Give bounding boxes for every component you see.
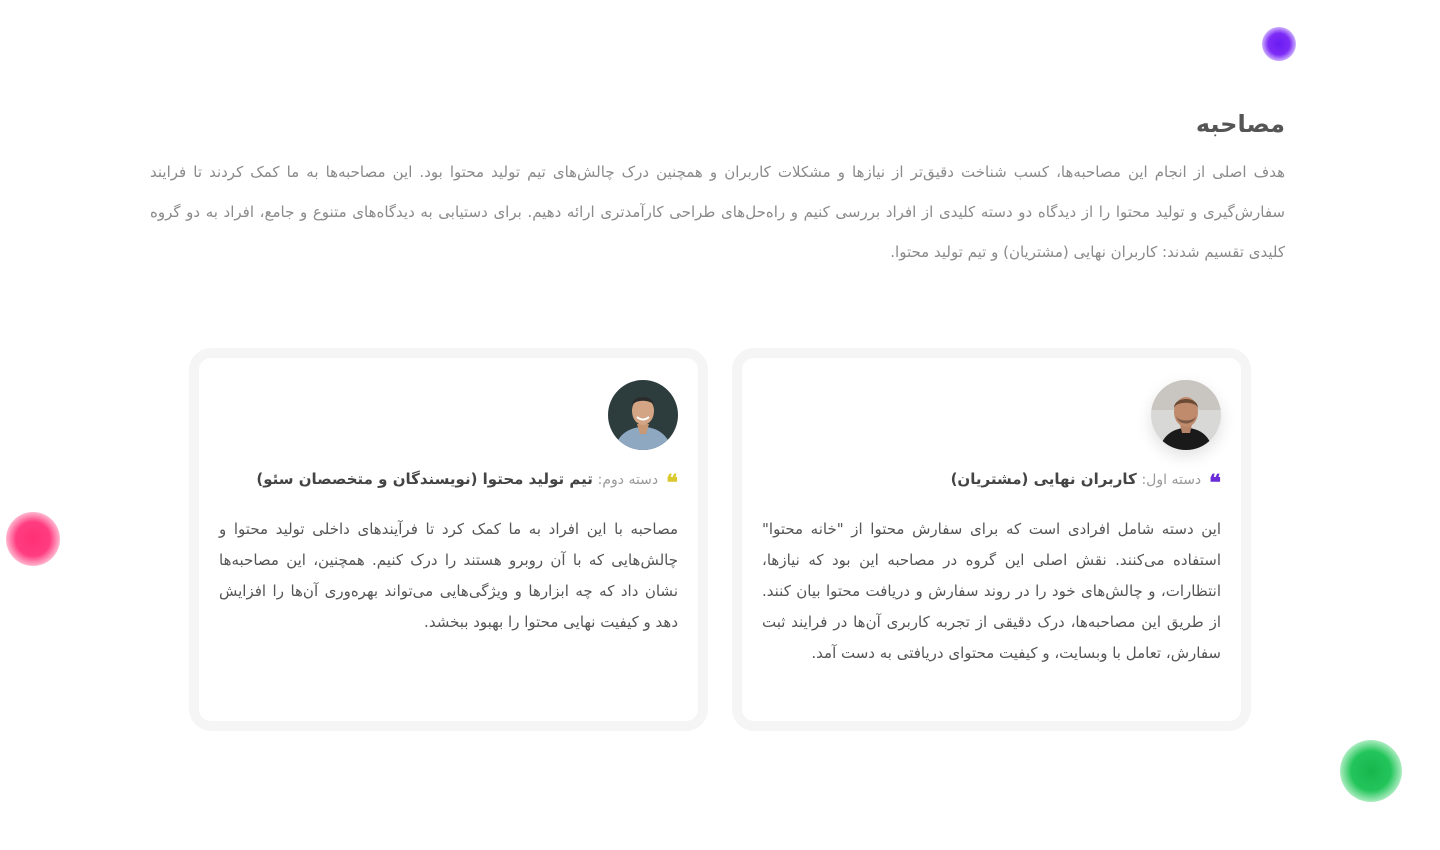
- card-description: این دسته شامل افرادی است که برای سفارش محتوا از "خانه محتوا" استفاده می‌کنند. نقش اصلی این گروه در مصاحبه این بود که نیازها، انتظارات، و چالش‌های خود را در روند سفارش و دریافت محتوا بیان کنند. از طریق این مصاحبه‌ها، درک دقیقی از تجربه کاربری آن‌ها در فرایند ثبت سفارش، تعامل با وبسایت، و کیفیت محتوای دریافتی به دست آمد.: [762, 520, 1221, 662]
- decorative-green-dot: [1340, 740, 1402, 802]
- card-heading: [762, 470, 1221, 496]
- category-title: تیم تولید محتوا (نویسندگان و متخصصان سئو): [256, 470, 593, 488]
- avatar: [1151, 380, 1221, 450]
- interview-intro: [150, 110, 1285, 272]
- category-prefix: دسته دوم:: [597, 472, 659, 488]
- card-heading: [219, 470, 678, 496]
- decorative-pink-dot: [6, 512, 60, 566]
- intro-paragraph: هدف اصلی از انجام این مصاحبه‌ها، کسب شناخت دقیق‌تر از نیازها و مشکلات کاربران و همچنین درک چالش‌های تیم تولید محتوا بود. این مصاحبه‌ها به ما کمک کردند تا فرایند سفارش‌گیری و تولید محتوا را از دیدگاه دو دسته کلیدی از افراد بررسی کنیم و راه‌حل‌های طراحی کارآمدتری ارائه دهیم. برای دستیابی به دیدگاه‌های متنوع و جامع، افراد به دو گروه کلیدی تقسیم شدند: کاربران نهایی (مشتریان) و تیم تولید محتوا.: [150, 163, 1285, 261]
- card-description: مصاحبه با این افراد به ما کمک کرد تا فرآیندهای داخلی تولید محتوا و چالش‌هایی که با آن روبرو هستند را درک کنیم. همچنین، این مصاحبه‌ها نشان داد که چه ابزارها و ویژگی‌هایی می‌تواند بهره‌وری آن‌ها را افزایش دهد و کیفیت نهایی محتوا را بهبود ببخشد.: [219, 520, 678, 631]
- avatar: [608, 380, 678, 450]
- quote-icon: ❝: [666, 470, 678, 496]
- decorative-purple-dot: [1262, 27, 1296, 61]
- card-content-team: [189, 348, 708, 731]
- category-prefix: دسته اول:: [1141, 472, 1202, 488]
- card-end-users: [732, 348, 1251, 731]
- category-title: کاربران نهایی (مشتریان): [950, 470, 1137, 488]
- section-title: مصاحبه: [1195, 110, 1285, 138]
- quote-icon: ❝: [1209, 470, 1221, 496]
